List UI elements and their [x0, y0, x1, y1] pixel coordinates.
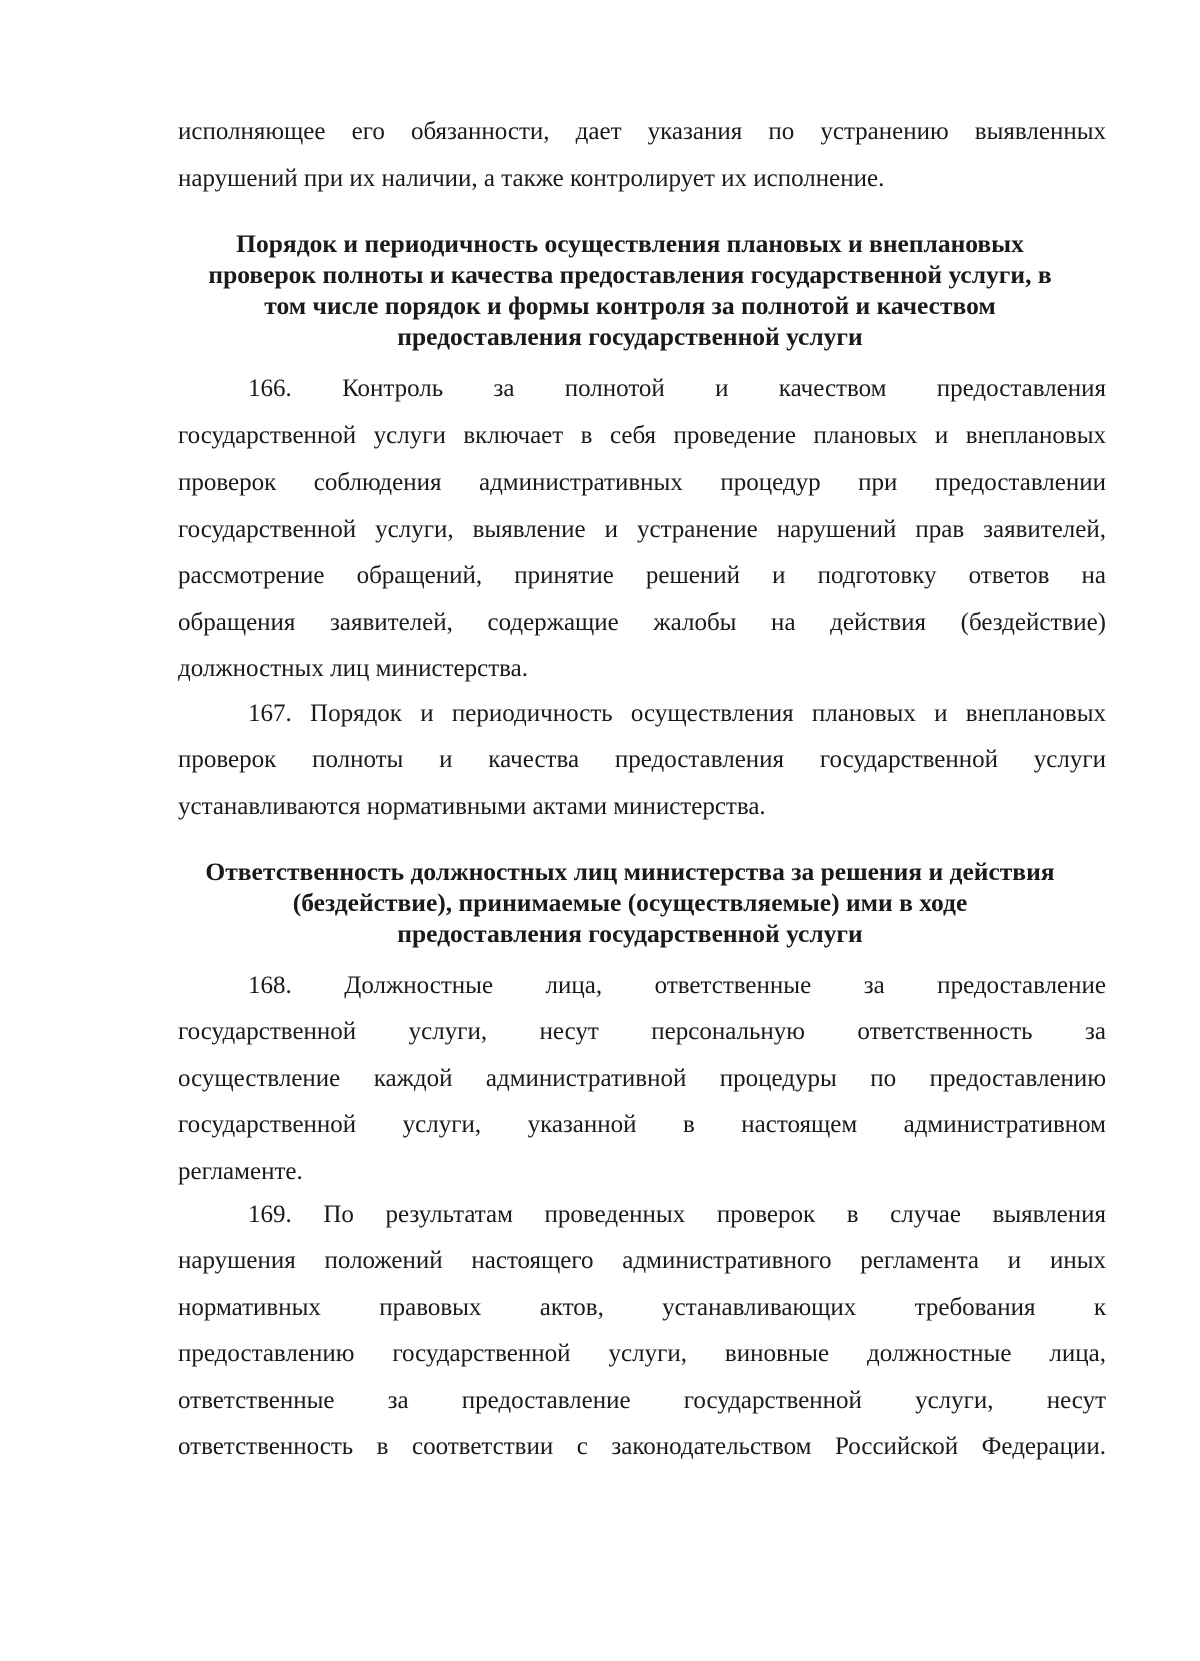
p169-line-1: 169. По результатам проведенных проверок в случае выявления: [248, 1201, 1106, 1228]
p166-line-6: обращения заявителей, содержащие жалобы на действия (бездействие): [178, 609, 1106, 636]
p168-line-2: государственной услуги, несут персональную ответственность за: [178, 1018, 1106, 1045]
p169-line-6: ответственность в соответствии с законодательством Российской Федерации.: [178, 1433, 1106, 1460]
p167-line-2: проверок полноты и качества предоставления государственной услуги: [178, 746, 1106, 773]
p168-line-1: 168. Должностные лица, ответственные за предоставление: [248, 972, 1106, 999]
p168-line-4: государственной услуги, указанной в настоящем административном: [178, 1111, 1106, 1138]
p169-line-5: ответственные за предоставление государственной услуги, несут: [178, 1387, 1106, 1414]
heading-1-line-2: проверок полноты и качества предоставления государственной услуги, в: [208, 260, 1052, 289]
p169-line-3: нормативных правовых актов, устанавливающих требования к: [178, 1294, 1106, 1321]
heading-1-line-1: Порядок и периодичность осуществления плановых и внеплановых: [236, 229, 1024, 258]
intro-line-1: исполняющее его обязанности, дает указания по устранению выявленных: [178, 118, 1106, 145]
p166-line-1: 166. Контроль за полнотой и качеством предоставления: [248, 375, 1106, 402]
p167-line-1: 167. Порядок и периодичность осуществления плановых и внеплановых: [248, 700, 1106, 727]
heading-2-line-3: предоставления государственной услуги: [397, 919, 863, 948]
p166-line-7: должностных лиц министерства.: [178, 655, 528, 682]
p166-line-2: государственной услуги включает в себя проведение плановых и внеплановых: [178, 422, 1106, 449]
p166-line-4: государственной услуги, выявление и устранение нарушений прав заявителей,: [178, 516, 1106, 543]
p169-line-4: предоставлению государственной услуги, виновные должностные лица,: [178, 1340, 1106, 1367]
p168-line-5: регламенте.: [178, 1158, 303, 1185]
p168-line-3: осуществление каждой административной процедуры по предоставлению: [178, 1065, 1106, 1092]
intro-line-2: нарушений при их наличии, а также контролирует их исполнение.: [178, 165, 885, 192]
heading-1-line-4: предоставления государственной услуги: [397, 322, 863, 351]
heading-2-line-1: Ответственность должностных лиц министерства за решения и действия: [205, 857, 1055, 886]
p166-line-3: проверок соблюдения административных процедур при предоставлении: [178, 469, 1106, 496]
p167-line-3: устанавливаются нормативными актами министерства.: [178, 793, 766, 820]
p166-line-5: рассмотрение обращений, принятие решений и подготовку ответов на: [178, 562, 1106, 589]
heading-1-line-3: том числе порядок и формы контроля за полнотой и качеством: [264, 291, 996, 320]
p169-line-2: нарушения положений настоящего административного регламента и иных: [178, 1247, 1106, 1274]
heading-2-line-2: (бездействие), принимаемые (осуществляемые) ими в ходе: [292, 888, 968, 917]
